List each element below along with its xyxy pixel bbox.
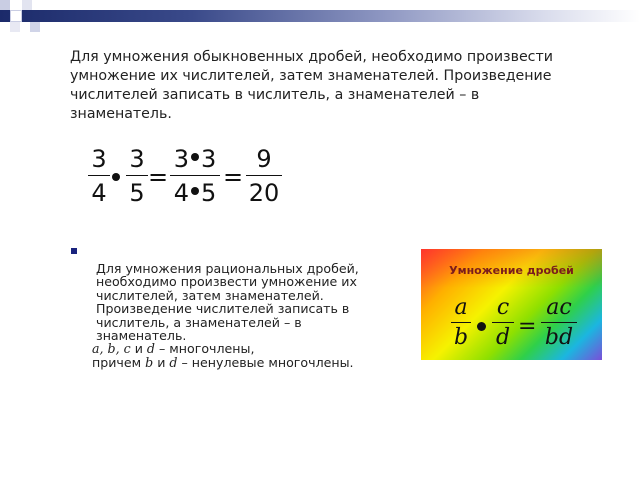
var-b: b xyxy=(145,354,154,370)
fraction-3-4 xyxy=(88,145,110,207)
denominator-a: 4 xyxy=(173,179,189,207)
decor-square xyxy=(0,0,10,10)
var-b: b, xyxy=(107,341,120,357)
numerator-product xyxy=(170,145,220,173)
var-d: d xyxy=(169,354,178,370)
fraction-3-5 xyxy=(126,145,148,207)
fraction-product xyxy=(170,145,220,207)
denominator-product xyxy=(170,179,220,207)
fraction-c-d xyxy=(492,296,514,350)
fraction-ac-bd xyxy=(541,296,577,350)
card-formula xyxy=(421,249,602,360)
equals-sign: = xyxy=(518,314,537,339)
fraction-a-b xyxy=(451,296,471,350)
var-d: d xyxy=(146,341,155,357)
fraction-bar xyxy=(88,175,110,176)
numerator: a xyxy=(454,295,468,320)
rational-conditions xyxy=(92,342,382,369)
fraction-bar xyxy=(126,175,148,176)
card-title: Умножение дробей xyxy=(449,264,574,277)
denominator-b: 5 xyxy=(201,179,217,207)
polys-text: – многочлены, xyxy=(158,341,255,357)
equals-sign: = xyxy=(148,163,169,191)
and-word: и xyxy=(157,354,166,370)
denominator: 5 xyxy=(129,179,145,207)
fraction-bar xyxy=(492,322,514,323)
multiply-dot-icon xyxy=(477,322,486,331)
multiply-dot-icon xyxy=(191,153,199,161)
decor-square xyxy=(10,10,22,22)
fraction-bar xyxy=(246,175,282,176)
numerator-b: 3 xyxy=(201,145,217,173)
numerator: 3 xyxy=(91,145,107,173)
equals-sign: = xyxy=(223,163,244,191)
numerator: ac xyxy=(546,295,572,320)
header-decoration-bar xyxy=(0,10,640,22)
fraction-bar xyxy=(541,322,577,323)
denominator: 4 xyxy=(91,179,107,207)
var-a: a, xyxy=(92,341,104,357)
rational-rule: Для умножения рациональных дробей, необходимо произвести умножение их числителей, затем знаменателей. Произведение числителей записать в числитель, а знаменателей – в знаменатель. xyxy=(96,261,359,344)
numerator: 3 xyxy=(129,145,145,173)
var-c: c xyxy=(123,341,131,357)
nonzero-text: – ненулевые многочлены. xyxy=(181,354,354,370)
decor-square xyxy=(10,22,20,32)
where-word: причем xyxy=(92,354,142,370)
multiply-dot-icon xyxy=(191,187,199,195)
numerator: c xyxy=(496,295,510,320)
and-word: и xyxy=(134,341,143,357)
denominator: 20 xyxy=(248,179,280,207)
decor-square xyxy=(30,22,40,32)
numerator: 9 xyxy=(256,145,272,173)
fraction-bar xyxy=(170,175,220,176)
intro-paragraph: Для умножения обыкновенных дробей, необходимо произвести умножение их числителей, затем знаменателей. Произведение числителей записать в числитель, а знаменателей – в знаменатель. xyxy=(70,49,553,122)
rational-paragraph xyxy=(92,262,382,369)
multiply-dot-icon xyxy=(112,173,120,181)
denominator: bd xyxy=(544,325,574,350)
multiplication-card xyxy=(421,249,602,360)
fraction-bar xyxy=(451,322,471,323)
denominator: d xyxy=(495,325,511,350)
bullet-square-icon xyxy=(71,248,77,254)
fraction-9-20 xyxy=(246,145,282,207)
denominator: b xyxy=(453,325,469,350)
decor-square xyxy=(22,0,32,10)
numerator-a: 3 xyxy=(173,145,189,173)
